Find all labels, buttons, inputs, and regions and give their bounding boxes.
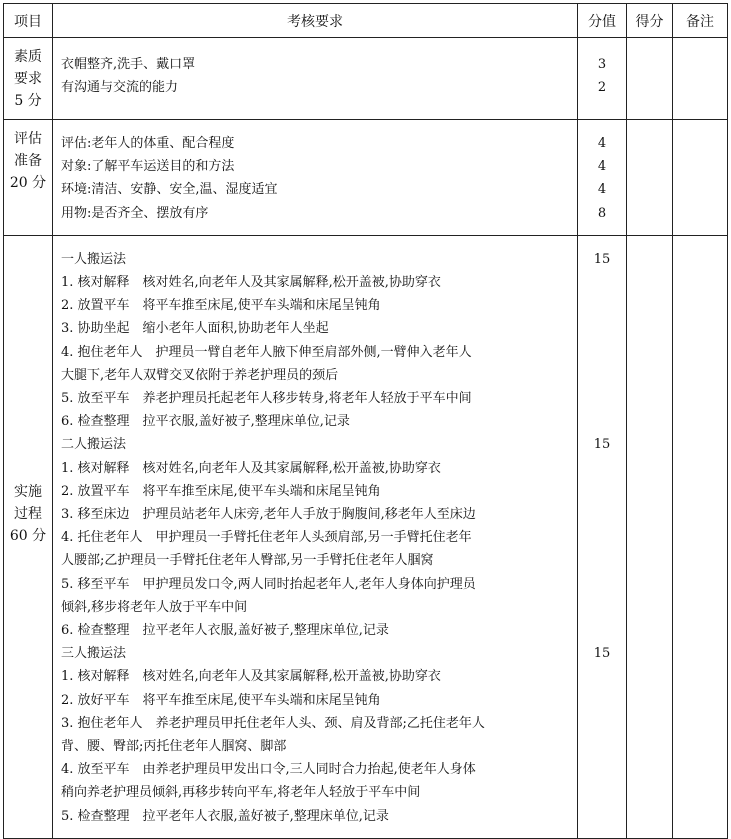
project-label-line: 60 分	[9, 527, 47, 544]
header-row	[4, 4, 728, 38]
section-requirements-cell	[53, 120, 578, 236]
score-value	[578, 364, 626, 387]
section-remarks-cell[interactable]	[673, 235, 728, 838]
requirement-line: 3. 协助坐起 缩小老年人面积,协助老年人坐起	[61, 321, 329, 337]
score-value	[578, 341, 626, 364]
requirement-line: 评估:老年人的体重、配合程度	[61, 136, 235, 151]
section-earned-cell[interactable]	[627, 38, 673, 120]
section-earned-cell[interactable]	[627, 235, 673, 838]
header-score: 分值	[578, 4, 627, 38]
section-score-cell	[578, 120, 627, 236]
project-label-line: 素质	[14, 49, 42, 65]
score-value	[578, 549, 626, 572]
section-score-cell	[578, 235, 627, 838]
header-earned: 得分	[627, 4, 673, 38]
requirement-line: 3. 移至床边 护理员站老年人床旁,老年人手放于胸腹间,移老年人至床边	[61, 507, 476, 523]
requirement-line: 衣帽整齐,洗手、戴口罩	[61, 57, 196, 72]
score-value: 15	[593, 437, 611, 453]
section-remarks-cell[interactable]	[673, 38, 728, 120]
requirement-line: 1. 核对解释 核对姓名,向老年人及其家属解释,松开盖被,协助穿衣	[61, 275, 441, 291]
requirement-line: 二人搬运法	[61, 437, 127, 453]
score-value	[578, 271, 626, 294]
requirement-line: 人腰部;乙护理员一手臂托住老年人臀部,另一手臂托住老年人腘窝	[61, 553, 434, 569]
requirement-line: 用物:是否齐全、摆放有序	[61, 205, 209, 221]
requirement-line: 3. 抱住老年人 养老护理员甲托住老年人头、颈、肩及背部;乙托住老年人	[61, 715, 485, 731]
score-value	[578, 317, 626, 340]
section-requirements-cell	[53, 38, 578, 120]
requirement-line: 5. 检查整理 拉平老年人衣服,盖好被子,整理床单位,记录	[61, 808, 389, 824]
requirement-line: 大腿下,老年人双臂交叉依附于养老护理员的颈后	[61, 367, 339, 383]
section-score-cell	[578, 38, 627, 120]
score-value	[578, 572, 626, 595]
section-project-cell	[4, 235, 53, 838]
requirement-line: 4. 放至平车 由养老护理员甲发出口令,三人同时合力抬起,使老年人身体	[61, 762, 476, 778]
requirement-line: 1. 核对解释 核对姓名,向老年人及其家属解释,松开盖被,协助穿衣	[61, 669, 441, 685]
requirement-line: 6. 检查整理 拉平老年人衣服,盖好被子,整理床单位,记录	[61, 623, 389, 639]
header-remarks: 备注	[673, 4, 728, 38]
requirement-line: 环境:清洁、安静、安全,温、湿度适宜	[61, 182, 278, 198]
requirement-line: 背、腰、臀部;丙托住老年人腘窝、脚部	[61, 739, 287, 755]
requirement-line: 对象:了解平车运送目的和方法	[61, 159, 235, 175]
score-value: 4	[597, 136, 607, 151]
section-remarks-cell[interactable]	[673, 120, 728, 236]
score-value: 15	[593, 646, 611, 661]
score-value	[578, 387, 626, 410]
requirement-line: 2. 放好平车 将平车推至床尾,使平车头端和床尾呈钝角	[61, 692, 381, 708]
score-value: 4	[597, 159, 607, 175]
requirement-line: 三人搬运法	[61, 646, 127, 662]
requirement-line: 1. 核对解释 核对姓名,向老年人及其家属解释,松开盖被,协助穿衣	[61, 460, 441, 476]
section-project-cell	[4, 38, 53, 120]
score-value	[578, 480, 626, 503]
score-value: 8	[597, 205, 607, 221]
score-value	[578, 596, 626, 619]
score-value	[578, 619, 626, 642]
requirement-line: 4. 托住老年人 甲护理员一手臂托住老年人头颈肩部,另一手臂托住老年	[61, 530, 472, 546]
score-value	[578, 526, 626, 549]
score-value: 4	[597, 182, 607, 198]
header-project: 项目	[4, 4, 53, 38]
requirement-line: 5. 放至平车 养老护理员托起老年人移步转身,将老年人轻放于平车中间	[61, 391, 472, 407]
section-row	[4, 38, 728, 120]
requirement-line: 倾斜,移步将老年人放于平车中间	[61, 599, 248, 615]
section-project-cell	[4, 120, 53, 236]
score-value: 3	[597, 57, 607, 72]
header-requirements: 考核要求	[53, 4, 578, 38]
project-label-line: 准备	[14, 153, 42, 169]
project-label-line: 评估	[14, 131, 42, 147]
requirement-line: 2. 放置平车 将平车推至床尾,使平车头端和床尾呈钝角	[61, 483, 381, 499]
project-label-line: 过程	[14, 505, 42, 522]
score-value: 15	[593, 251, 611, 267]
requirement-line: 2. 放置平车 将平车推至床尾,使平车头端和床尾呈钝角	[61, 298, 381, 314]
score-value	[578, 410, 626, 433]
project-label-line: 要求	[14, 71, 42, 87]
requirement-line: 6. 检查整理 拉平衣服,盖好被子,整理床单位,记录	[61, 414, 350, 430]
section-earned-cell[interactable]	[627, 120, 673, 236]
requirement-line: 4. 抱住老年人 护理员一臂自老年人腋下伸至肩部外侧,一臂伸入老年人	[61, 344, 472, 360]
project-label-line: 5 分	[14, 93, 42, 109]
requirement-line: 一人搬运法	[61, 251, 127, 267]
assessment-table	[3, 3, 728, 839]
score-value: 2	[597, 80, 607, 96]
section-requirements-cell	[53, 235, 578, 838]
score-value	[578, 294, 626, 317]
project-label-line: 20 分	[9, 175, 47, 191]
requirement-line: 稍向养老护理员倾斜,再移步转向平车,将老年人轻放于平车中间	[61, 785, 421, 801]
project-label-line: 实施	[14, 483, 42, 500]
section-row	[4, 120, 728, 236]
requirement-line: 5. 移至平车 甲护理员发口令,两人同时抬起老年人,老年人身体向护理员	[61, 576, 476, 592]
requirement-line: 有沟通与交流的能力	[61, 80, 179, 96]
score-value	[578, 457, 626, 480]
section-row	[4, 235, 728, 838]
score-value	[578, 503, 626, 526]
